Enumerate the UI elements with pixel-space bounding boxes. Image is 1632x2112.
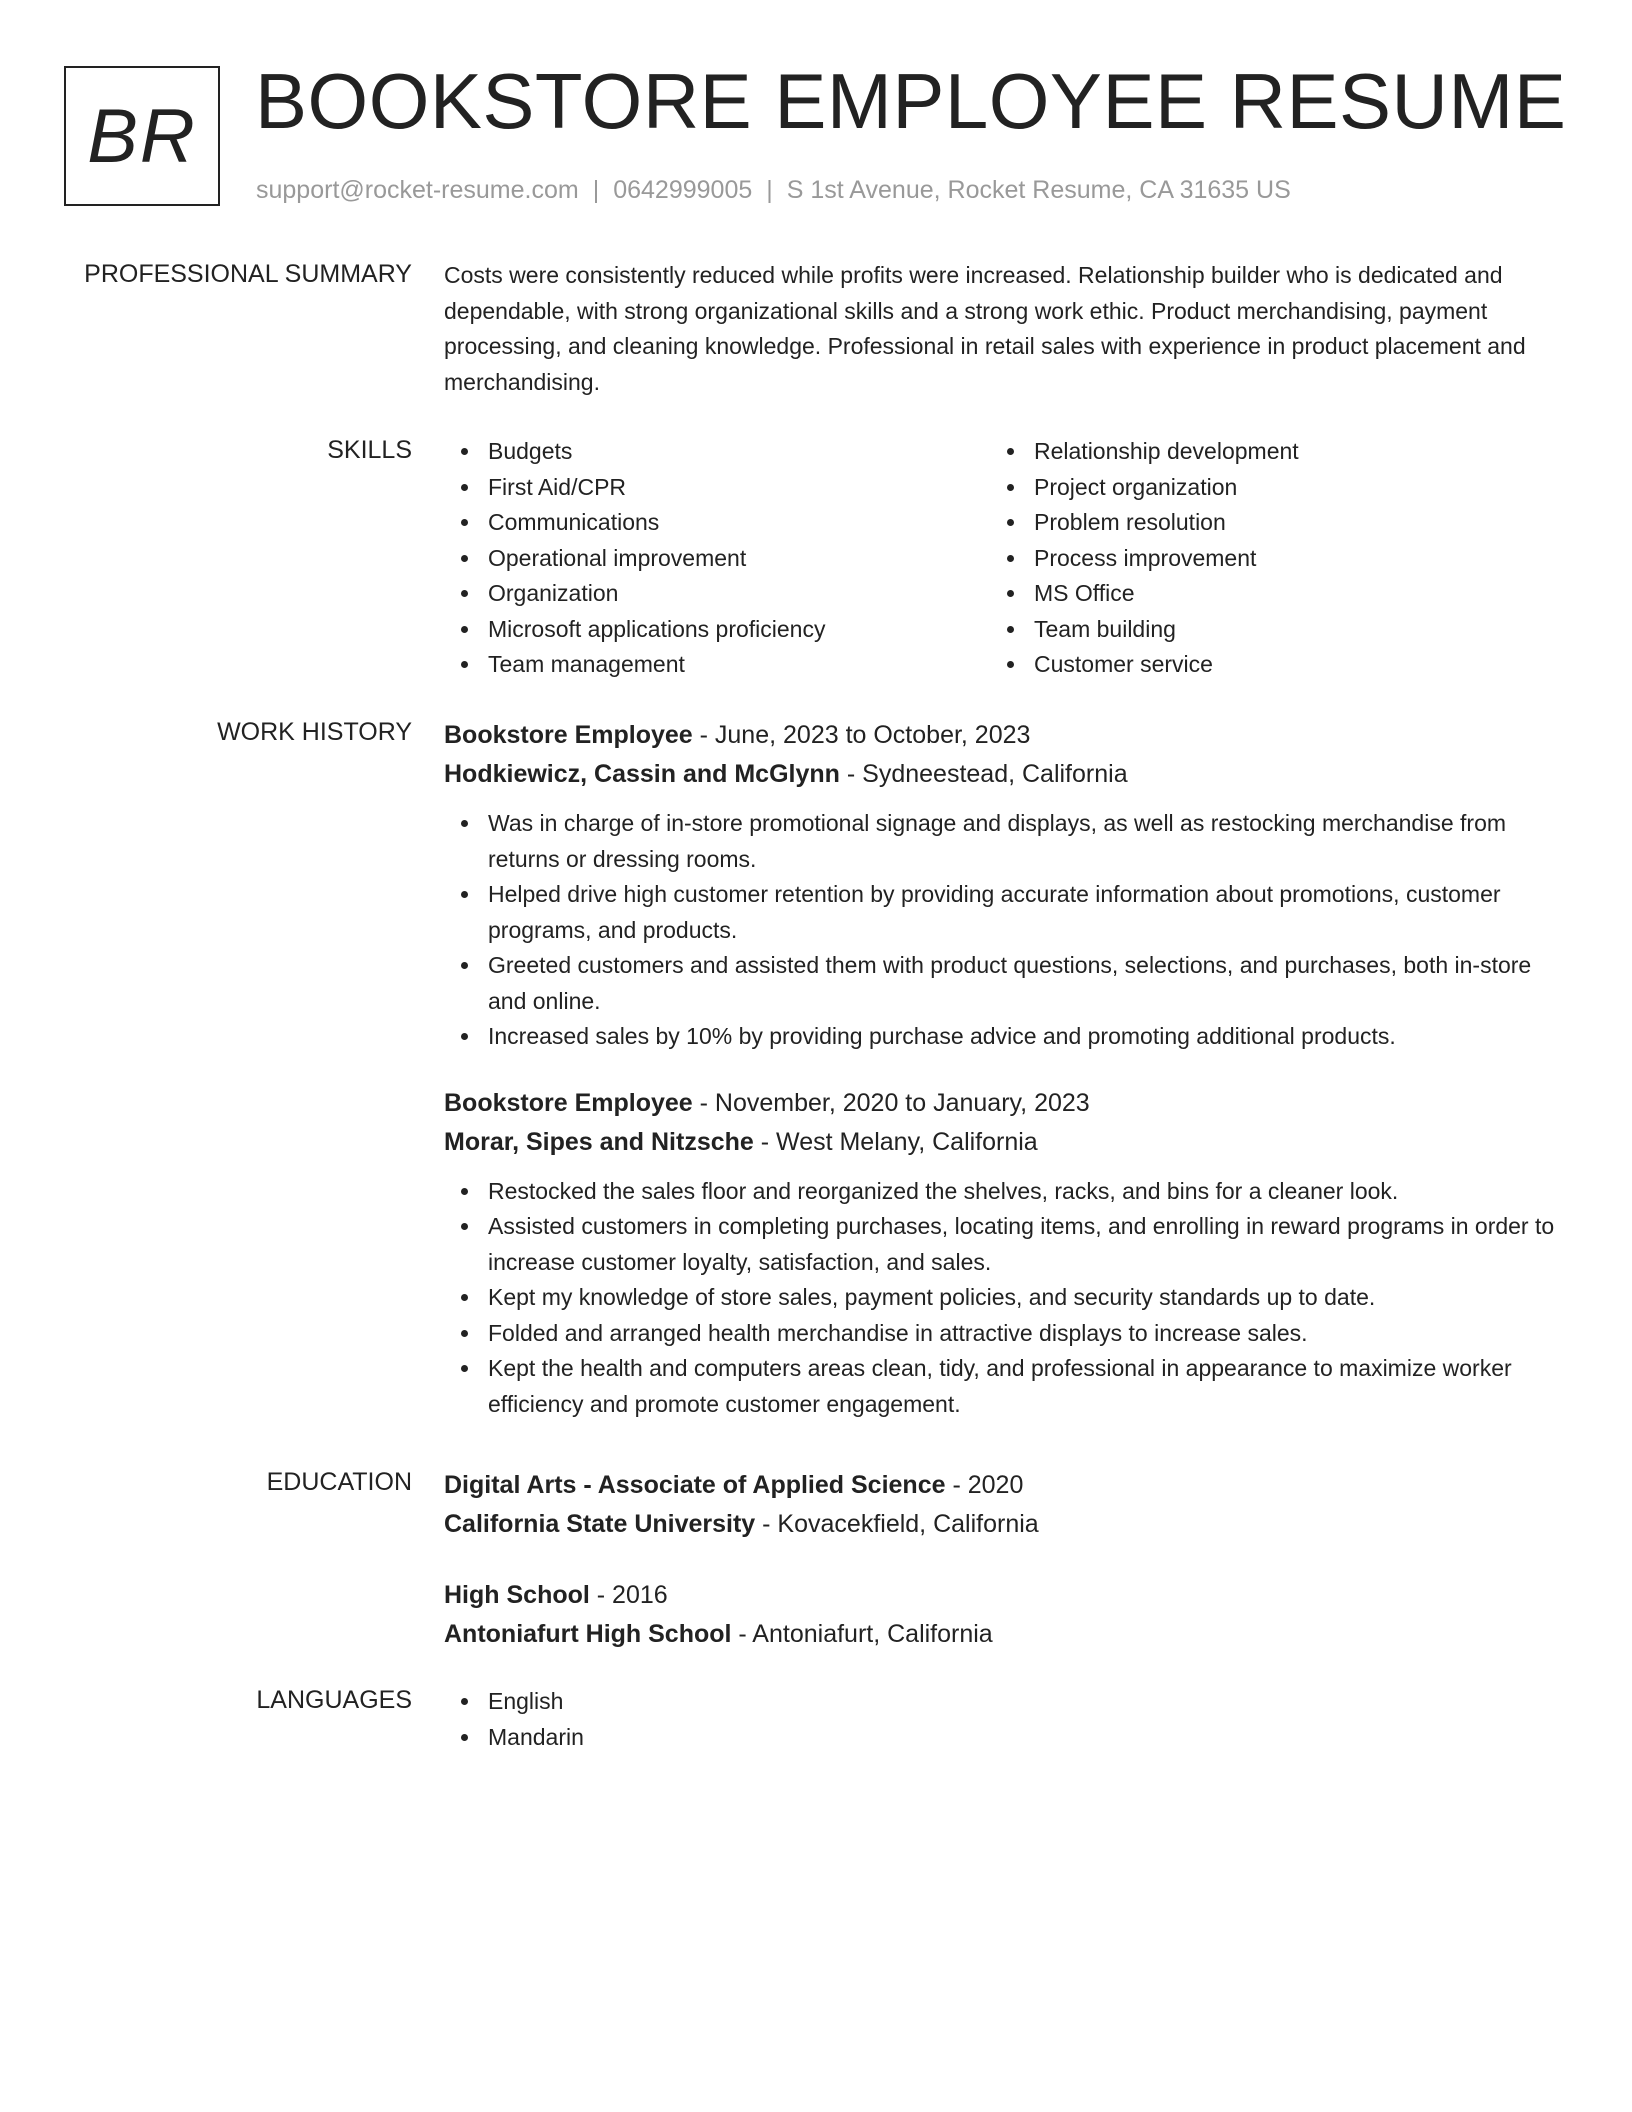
job-duties [444, 806, 1564, 1055]
degree-year: - 2020 [945, 1471, 1024, 1499]
skill-item: First Aid/CPR [444, 470, 990, 506]
section-label-skills: SKILLS [327, 436, 412, 464]
school-name: Antoniafurt High School [444, 1620, 732, 1648]
school-line [444, 1615, 1564, 1654]
duty-item: Kept the health and computers areas clean, tidy, and professional in appearance to maximize worker efficiency and promote customer engagement. [444, 1351, 1564, 1422]
skill-item: MS Office [990, 576, 1536, 612]
skill-item: Operational improvement [444, 541, 990, 577]
job-company-line [444, 1123, 1564, 1162]
skills-body [444, 434, 1564, 683]
school-location: - Antoniafurt, California [731, 1620, 993, 1648]
job-title: Bookstore Employee [444, 1088, 693, 1117]
skill-item: Budgets [444, 434, 990, 470]
education-body [444, 1466, 1564, 1654]
job-title-line [444, 1084, 1564, 1123]
monogram-badge [64, 66, 220, 206]
work-body [444, 716, 1564, 1422]
monogram-initials: BR [87, 93, 197, 179]
skill-item: Problem resolution [990, 505, 1536, 541]
summary-body [444, 258, 1564, 400]
job-dates: - November, 2020 to January, 2023 [692, 1088, 1090, 1117]
degree-name: Digital Arts - Associate of Applied Science [444, 1471, 946, 1499]
section-label-summary: PROFESSIONAL SUMMARY [84, 260, 412, 288]
job-company-line [444, 755, 1564, 794]
language-item: English [444, 1684, 1564, 1720]
job-duties [444, 1174, 1564, 1423]
language-item: Mandarin [444, 1720, 1564, 1756]
contact-separator: | [766, 176, 773, 204]
contact-separator: | [592, 176, 600, 204]
skill-item: Team building [990, 612, 1536, 648]
skills-list-left [444, 434, 990, 683]
contact-phone: 0642999005 [613, 176, 753, 204]
duty-item: Assisted customers in completing purchases, locating items, and enrolling in reward programs in order to increase customer loyalty, satisfaction, and sales. [444, 1209, 1564, 1280]
duty-item: Increased sales by 10% by providing purchase advice and promoting additional products. [444, 1019, 1564, 1055]
education-entry [444, 1576, 1564, 1654]
languages-body [444, 1684, 1564, 1755]
skill-item: Microsoft applications proficiency [444, 612, 990, 648]
contact-email: support@rocket-resume.com [256, 176, 579, 204]
duty-item: Kept my knowledge of store sales, payment policies, and security standards up to date. [444, 1280, 1564, 1316]
skill-item: Organization [444, 576, 990, 612]
resume-title: BOOKSTORE EMPLOYEE RESUME [255, 57, 1567, 145]
contact-address: S 1st Avenue, Rocket Resume, CA 31635 US [786, 176, 1291, 204]
school-location: - Kovacekfield, California [755, 1510, 1039, 1538]
degree-line [444, 1466, 1564, 1505]
section-label-languages: LANGUAGES [256, 1686, 412, 1714]
job-entry [444, 1084, 1564, 1423]
contact-line [256, 174, 1291, 206]
section-label-education: EDUCATION [266, 1468, 412, 1496]
degree-line [444, 1576, 1564, 1615]
skill-item: Customer service [990, 647, 1536, 683]
summary-text: Costs were consistently reduced while profits were increased. Relationship builder who is dedicated and dependable, with strong organizational skills and a strong work ethic. Product merchandising, payment processing, and cleaning knowledge. Professional in retail sales with experience in product placement and merchandising. [444, 262, 1526, 395]
job-location: - West Melany, California [753, 1127, 1038, 1156]
job-title: Bookstore Employee [444, 721, 693, 749]
skills-list-right [990, 434, 1536, 683]
skill-item: Process improvement [990, 541, 1536, 577]
school-name: California State University [444, 1510, 756, 1538]
duty-item: Helped drive high customer retention by providing accurate information about promotions, customer programs, and products. [444, 877, 1564, 948]
duty-item: Greeted customers and assisted them with product questions, selections, and purchases, both in-store and online. [444, 948, 1564, 1019]
duty-item: Folded and arranged health merchandise in attractive displays to increase sales. [444, 1316, 1564, 1352]
languages-list [444, 1684, 1564, 1755]
skill-item: Project organization [990, 470, 1536, 506]
education-entry [444, 1466, 1564, 1544]
section-label-work: WORK HISTORY [217, 718, 412, 746]
job-entry [444, 716, 1564, 1055]
school-line [444, 1505, 1564, 1544]
job-location: - Sydneestead, California [839, 760, 1128, 788]
skill-item: Communications [444, 505, 990, 541]
degree-year: - 2016 [589, 1581, 668, 1609]
skill-item: Relationship development [990, 434, 1536, 470]
job-company: Morar, Sipes and Nitzsche [444, 1127, 754, 1156]
duty-item: Restocked the sales floor and reorganized the shelves, racks, and bins for a cleaner look. [444, 1174, 1564, 1210]
degree-name: High School [444, 1581, 590, 1609]
duty-item: Was in charge of in-store promotional signage and displays, as well as restocking merchandise from returns or dressing rooms. [444, 806, 1564, 877]
job-company: Hodkiewicz, Cassin and McGlynn [444, 760, 840, 788]
skill-item: Team management [444, 647, 990, 683]
job-dates: - June, 2023 to October, 2023 [692, 721, 1031, 749]
job-title-line [444, 716, 1564, 755]
